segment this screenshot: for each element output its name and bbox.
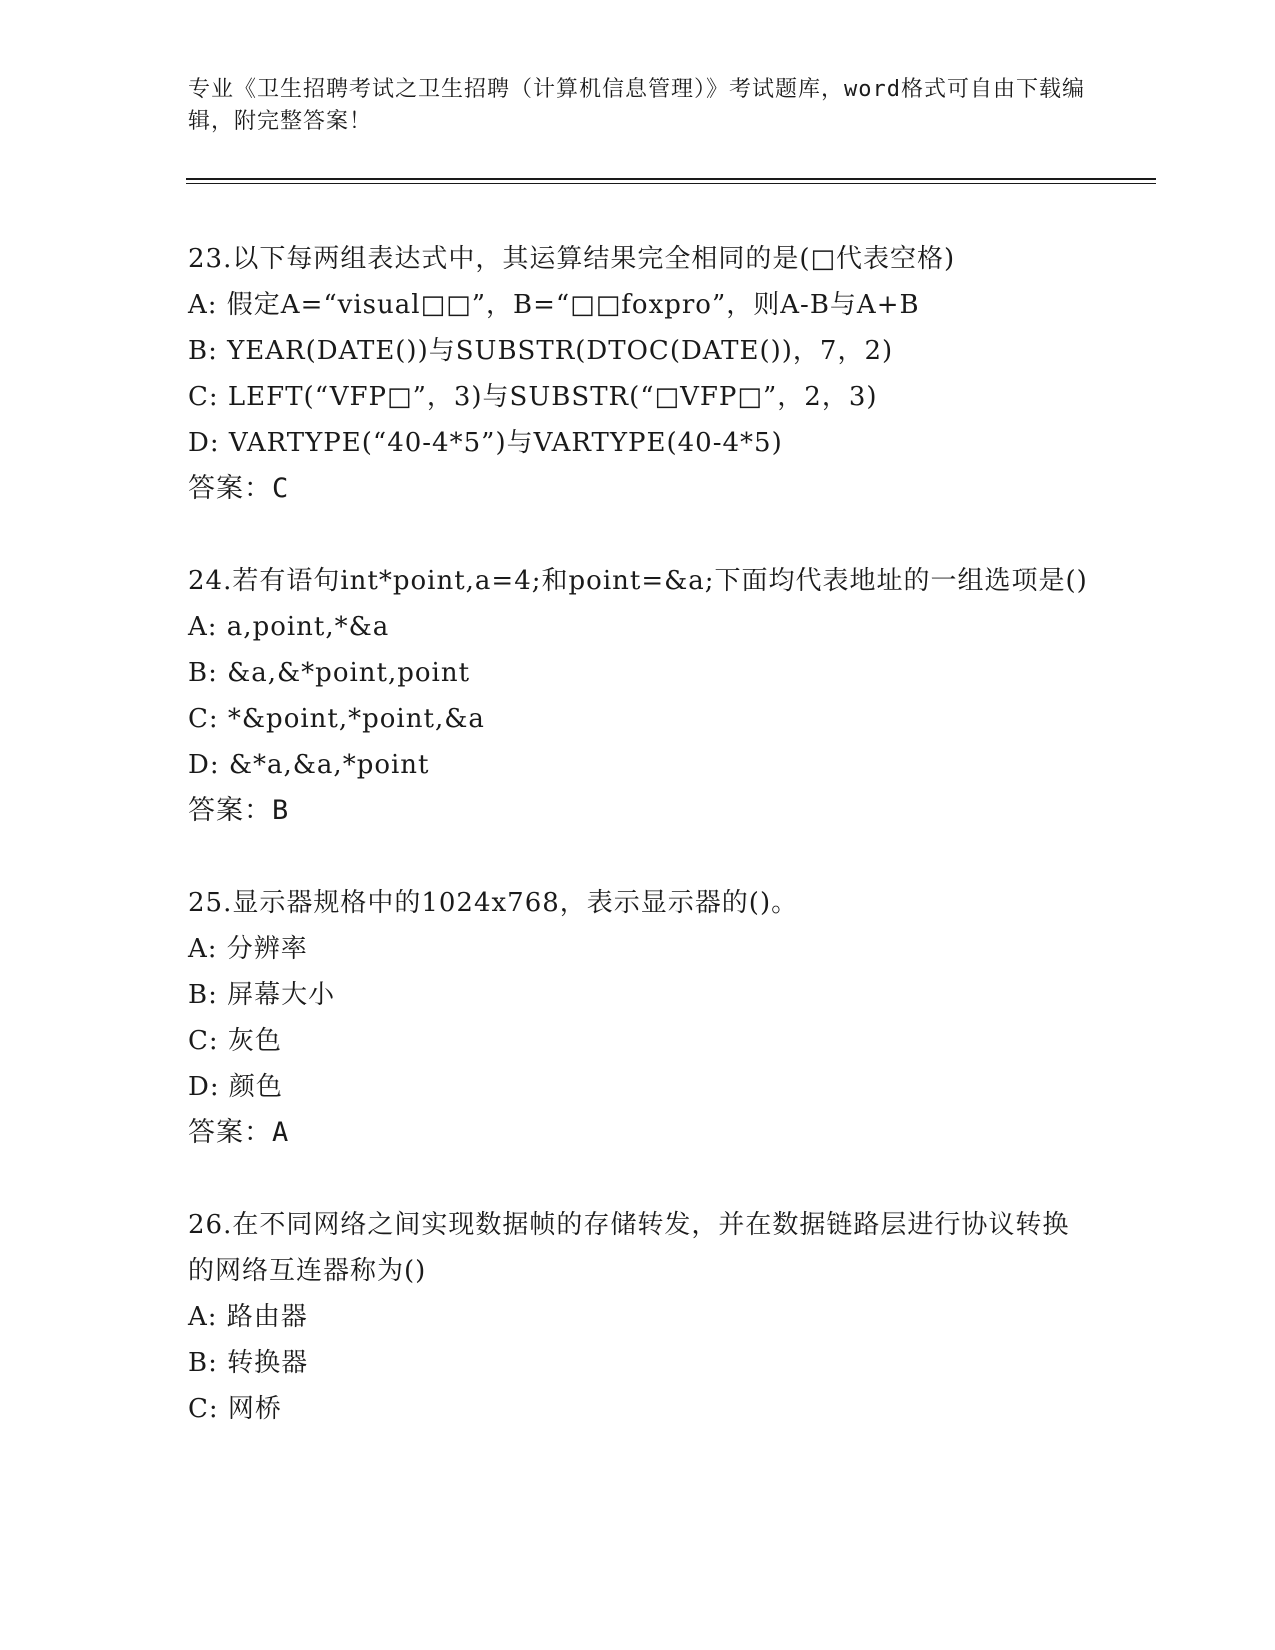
question-26	[188, 1202, 1088, 1432]
option-a: A: 假定A=“visual□□”，B=“□□foxpro”，则A-B与A+B	[188, 290, 920, 320]
question-title: 25.显示器规格中的1024x768，表示显示器的()。	[188, 888, 799, 918]
option-c: C: *&point,*point,&a	[188, 704, 485, 734]
option-d: D: VARTYPE(“40-4*5”)与VARTYPE(40-4*5)	[188, 428, 783, 458]
header-divider-thick	[186, 178, 1156, 180]
option-d: D: 颜色	[188, 1072, 283, 1102]
question-25	[188, 880, 1088, 1156]
question-title: 23.以下每两组表达式中，其运算结果完全相同的是(□代表空格)	[188, 244, 956, 274]
option-a: A: 路由器	[188, 1302, 308, 1332]
question-title: 26.在不同网络之间实现数据帧的存储转发，并在数据链路层进行协议转换的网络互连器称为()	[188, 1210, 1070, 1286]
option-a: A: a,point,*&a	[188, 612, 390, 642]
answer-text: 答案：A	[188, 1117, 290, 1148]
answer-text: 答案：C	[188, 473, 290, 504]
option-c: C: 网桥	[188, 1394, 282, 1424]
option-a: A: 分辨率	[188, 934, 308, 964]
option-b: B: 转换器	[188, 1348, 309, 1378]
question-list	[188, 236, 1088, 1478]
question-24	[188, 558, 1088, 834]
header-divider-thin	[186, 183, 1156, 184]
option-b: B: YEAR(DATE())与SUBSTR(DTOC(DATE())，7，2)	[188, 336, 894, 366]
question-title: 24.若有语句int*point,a=4;和point=&a;下面均代表地址的一组选项是()	[188, 566, 1088, 596]
option-b: B: &a,&*point,point	[188, 658, 471, 688]
question-23	[188, 236, 1088, 512]
option-c: C: 灰色	[188, 1026, 282, 1056]
option-b: B: 屏幕大小	[188, 980, 336, 1010]
document-header: 专业《卫生招聘考试之卫生招聘（计算机信息管理）》考试题库，word格式可自由下载编辑，附完整答案！	[188, 77, 1085, 134]
option-d: D: &*a,&a,*point	[188, 750, 430, 780]
answer-text: 答案：B	[188, 795, 290, 826]
option-c: C: LEFT(“VFP□”，3)与SUBSTR(“□VFP□”，2，3)	[188, 382, 878, 412]
